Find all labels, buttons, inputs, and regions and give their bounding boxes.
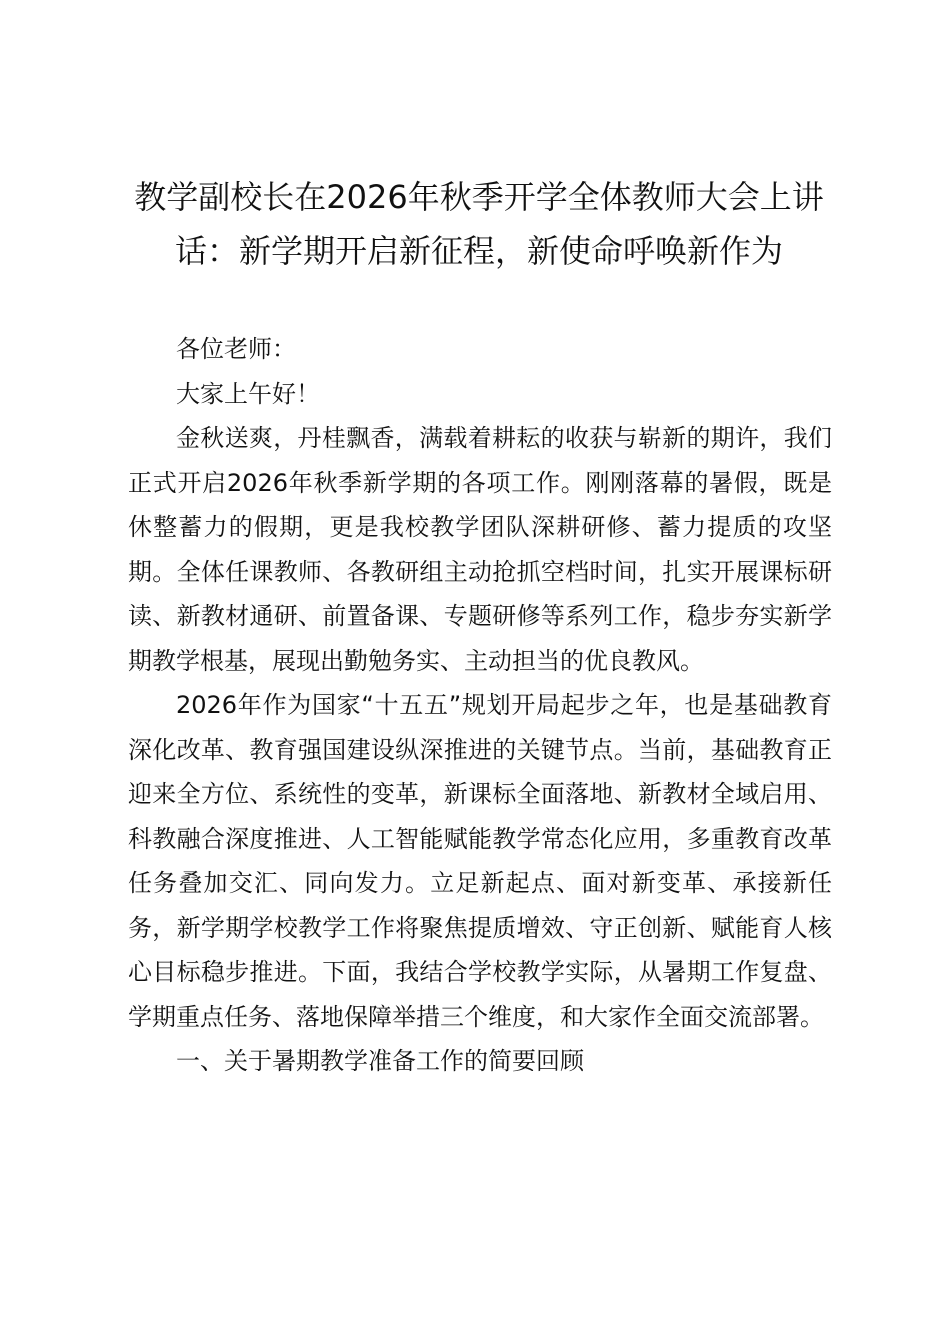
document-title: 教学副校长在2026年秋季开学全体教师大会上讲话：新学期开启新征程，新使命呼唤新作为 [134, 178, 824, 270]
salutation: 各位老师： [176, 335, 296, 363]
document-body [128, 327, 832, 1084]
paragraph-reform-context: 2026年作为国家“十五五”规划开局起步之年，也是基础教育深化改革、教育强国建设纵深推进的关键节点。当前，基础教育正迎来全方位、系统性的变革，新课标全面落地、新教材全域启用、科教融合深度推进、人工智能赋能教学常态化应用，多重教育改革任务叠加交汇、同向发力。立足新起点、面对新变革、承接新任务，新学期学校教学工作将聚焦提质增效、守正创新、赋能育人核心目标稳步推进。下面，我结合学校教学实际，从暑期工作复盘、学期重点任务、落地保障举措三个维度，和大家作全面交流部署。 [128, 691, 832, 1031]
paragraph-summer-review: 金秋送爽，丹桂飘香，满载着耕耘的收获与崭新的期许，我们正式开启2026年秋季新学期的各项工作。刚刚落幕的暑假，既是休整蓄力的假期，更是我校教学团队深耕研修、蓄力提质的攻坚期。全体任课教师、各教研组主动抢抓空档时间，扎实开展课标研读、新教材通研、前置备课、专题研修等系列工作，稳步夯实新学期教学根基，展现出勤勉务实、主动担当的优良教风。 [128, 424, 832, 675]
greeting: 大家上午好！ [176, 379, 320, 408]
section-heading-1: 一、关于暑期教学准备工作的简要回顾 [176, 1047, 584, 1075]
